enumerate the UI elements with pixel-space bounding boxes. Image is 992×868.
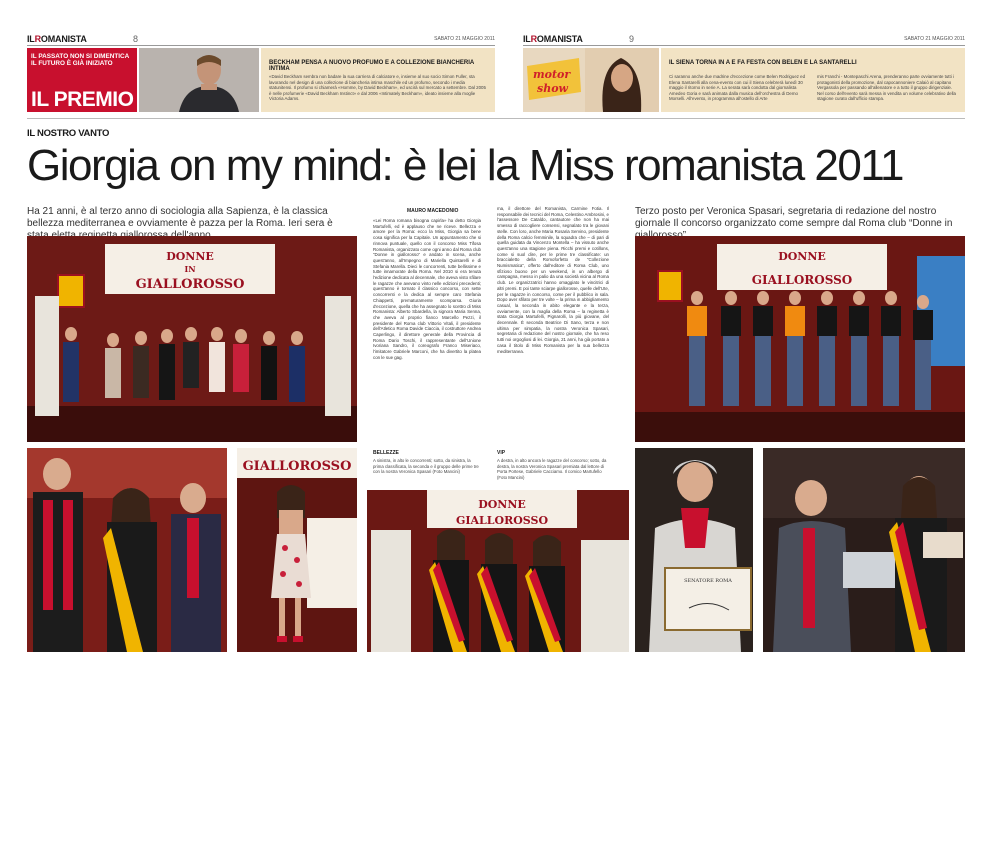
- motor-show-logo-photo: [523, 48, 585, 112]
- teaser-left: [27, 48, 495, 112]
- caption-heading-vip: VIP: [497, 450, 506, 456]
- teaser-red-box[interactable]: [27, 48, 137, 112]
- banner-text-donne: DONNE: [778, 250, 826, 263]
- date-left: SABATO 21 MAGGIO 2011: [434, 36, 495, 42]
- page-number-right: 9: [629, 34, 635, 44]
- teaser-headline: BECKHAM PENSA A NUOVO PROFUMO E A COLLEZIONE BIANCHERIA INTIMA: [269, 60, 475, 72]
- banner-text-donne: DONNE: [478, 498, 526, 511]
- svg-text:show: show: [537, 82, 568, 95]
- banner-text-giallorosso: GIALLOROSSO: [751, 273, 853, 287]
- teaser-text: Ci saranno anche due madrine d'eccezione come Belen Rodriguez ed Elena Santarelli alla cena-evento con cui il Siena celebrerà lunedì 30 maggio il ritorno in serie A. La serata sarà condotta dal giornalista Amedeo Goria e sarà animata dalla musica dell'orchestra di Demo Morselli. All'evento, in programma all'ostello di Arte: [669, 74, 806, 102]
- divider: [27, 45, 495, 46]
- standfirst-right: Terzo posto per Veronica Spasari, segretaria di redazione del nostro giornale Il concorso organizzato come sempre dal Roma club “Donne in: [635, 206, 953, 229]
- winner-with-officials-photo: [27, 448, 227, 652]
- section-kicker: IL NOSTRO VANTO: [27, 128, 110, 139]
- article-column-2: ma, il direttore del Romanista, Carmine Fotia. Il responsabile dei tecnici del Roma, Celestino Ambrosini, e l'assessore De Cataldo, cantautore che non ha mai smesso di raccogliere consensi, segnalato tra le giovani stelle. Con loro, anche Maria Rosaria Servino, presidente della Roma calcio femminile, la squadra che – di pari di quella guidata da Vincenzo Montella – ha vissuto anche quest'anno una stagione piena. Ricchi premi e cotillons, come si suol dire, per le prime tre classificate: un braccialetto della Romoforfetto de “Collezione Numismatica”, offerto dall'editore di Roma Club, uno sfizioso buono per un weekend, in un albergo di campagna, messo in palio da una società vicina al Roma club. Le organizzatrici hanno omaggiato le vincitrici di altri premi. E poi tante sciarpe giallorosse, quelle dell'Ute, per le ragazze in concorso, come per il pubblico in sala. Dopo aver sfilato per tre volte – la prima in abbigliamento casual, la seconda in abito elegante e la terza, ovviamente, con la maglia della Roma – la reginetta è stata Giorgia Martufelli, Pignarolli, la più giovane, del decennale. È seconda Beatrice Di Sano, terza e non ultima per simpatia, la nostra Veronica Spasari, segretaria di redazione del nostro giornale, che ha reso tutti noi orgogliosi di lei. Giorgia, 21 anni, ha già portato a casa il titolo di Miss Romanista per la sua bellezza mediterranea.: [497, 206, 609, 354]
- newspaper-spread: [27, 30, 965, 660]
- date-right: SABATO 21 MAGGIO 2011: [904, 36, 965, 42]
- beckham-photo: [139, 48, 259, 112]
- teaser-big-title: IL PREMIO: [31, 88, 134, 111]
- masthead-logo-right: ILROMANISTA: [523, 34, 583, 44]
- standfirst-left: Ha 21 anni, è al terzo anno di sociologia alla Sapienza, è la classica bellezza mediterranea e ovviamente è pazza per la Roma. Ieri sera è: [27, 206, 333, 229]
- caption-heading-bellezze: BELLEZZE: [373, 450, 399, 456]
- banner-text-giallorosso: GIALLOROSSO: [455, 514, 549, 527]
- teaser-text: mis Franchi - Montepaschi Arena, prenderanno parte ovviamente tutti i protagonisti della promozione, dal capocannoniere Calaiò al capitano Vergassola per passando all'allenatore e a tutto il gruppo dirigenziale. Nel corso dell'evento sarà messa in vendita un volume celebrativo della stagione curato dall'ufficio stampa.: [817, 74, 956, 102]
- article-headline: Giorgia on my mind: è lei la Miss romanista 2011: [27, 141, 904, 190]
- belen-photo: [585, 48, 659, 112]
- banner-text-giallorosso: GIALLOROSSO: [135, 277, 245, 292]
- banner-text-donne: DONNE: [166, 250, 214, 263]
- byline: MAURO MACEDONIO: [407, 208, 459, 214]
- second-place-photo: [237, 448, 357, 652]
- teaser-text: «David Beckham sembra non badare la sua carriera di calciatore e, insieme al suo socio Simon Fuller, sta lavorando nel design di una collezione di biancheria intima maschile ed un profumo, secondo i media statunitensi. Il profumo si chiamerà «Homme, by David Beckham», ed uscirà sul mercato a settembre. Dal 2005 è nelle profumerie «David Beckham Instinct» e dal 2006 «Intimately Beckham», ideato insieme alla moglie Victoria Adams.: [269, 74, 486, 102]
- teaser-kicker: IL PASSATO NON SI DIMENTICA IL FUTURO È GIÀ INIZIATO: [31, 53, 129, 67]
- contestants-shirts-photo: [635, 236, 965, 442]
- teaser-beckham[interactable]: [261, 48, 495, 112]
- banner-text-giallorosso: GIALLOROSSO: [242, 459, 352, 474]
- article-column-1: «Lei Roma romana bisogna capirla» ha detto Giorgia Martufelli, ed è applauso che ne riceve. Bellezza e amore per la Roma: ecco la Miss, Giorgia sa bene cosa significa per la Capitale. Un appuntamento che si rinnova puntuale, quello con il concorso Miss Tifosa Romanista, organizzato come ogni anno dal Roma club “Donne in giallorosso” e andato in scena, anche quest'anno, all'Impegno di Mariella Quintarelli e di Stefania Marella. Dieci le concorrenti, tutte bellissime e tutte innamorate della Roma. Nel 2010 si era tenuta l'edizione dedicata al decennale, che aveva visto sfilare le ragazze che avevano vinto nelle edizioni precedenti; quest'anno è tornato il classico concorso, con sette concorrenti e la dedica al sempre caro Stefania Chiappetti, prematuramente scomparsa. Giuria d'eccezione, quella che ha assegnato lo scettro di Miss Romanista: Alberto Sbardella, la signora Maria Senna, che aveva al proprio fianco Marcello Pezzi, il presidente del Roma club Vittorio Vitali, il presidente dell'Atletico Roma Davide Ciaccia, il costruttore Andrea Caperlingo, il direttore generale della Provincia di Roma Dario Toschi, il rappresentante dell'Unione Ivoriana Sandro, il coreografo Franco Miseriaco, l'imitatore Gabriele Marconi, che ha divertito la platea con le sue gag.: [373, 218, 481, 360]
- caption-bellezze: A sinistra, in alto le concorrenti; sotto, da sinistra, la prima classificata, la seconda e il gruppo delle prime tre con la nostra Veronica Spasari (Foto Mancini): [373, 458, 479, 474]
- award-presentation-photo: [763, 448, 965, 652]
- teaser-siena[interactable]: [661, 48, 965, 112]
- banner-text-in: IN: [184, 264, 196, 274]
- contestants-photo: [27, 236, 357, 442]
- page-number-left: 8: [133, 34, 139, 44]
- teaser-right: [523, 48, 965, 112]
- top-three-photo: [367, 490, 629, 652]
- divider: [27, 118, 965, 119]
- plaque-text: SENATORE ROMA: [684, 578, 732, 584]
- masthead-logo-left: ILROMANISTA: [27, 34, 87, 44]
- teaser-headline: IL SIENA TORNA IN A E FA FESTA CON BELEN E LA SANTARELLI: [669, 60, 857, 66]
- caption-vip: A destra, in alto ancora le ragazze del concorso; sotto, da destra, la nostra Veronica Spasari premiata dal lettore di Porta Portese, Gabriele Cacciamo. Il comico Martufello (Foto Mancini): [497, 458, 607, 480]
- divider: [523, 45, 965, 46]
- svg-text:motor: motor: [533, 68, 571, 81]
- martufello-photo: [635, 448, 753, 652]
